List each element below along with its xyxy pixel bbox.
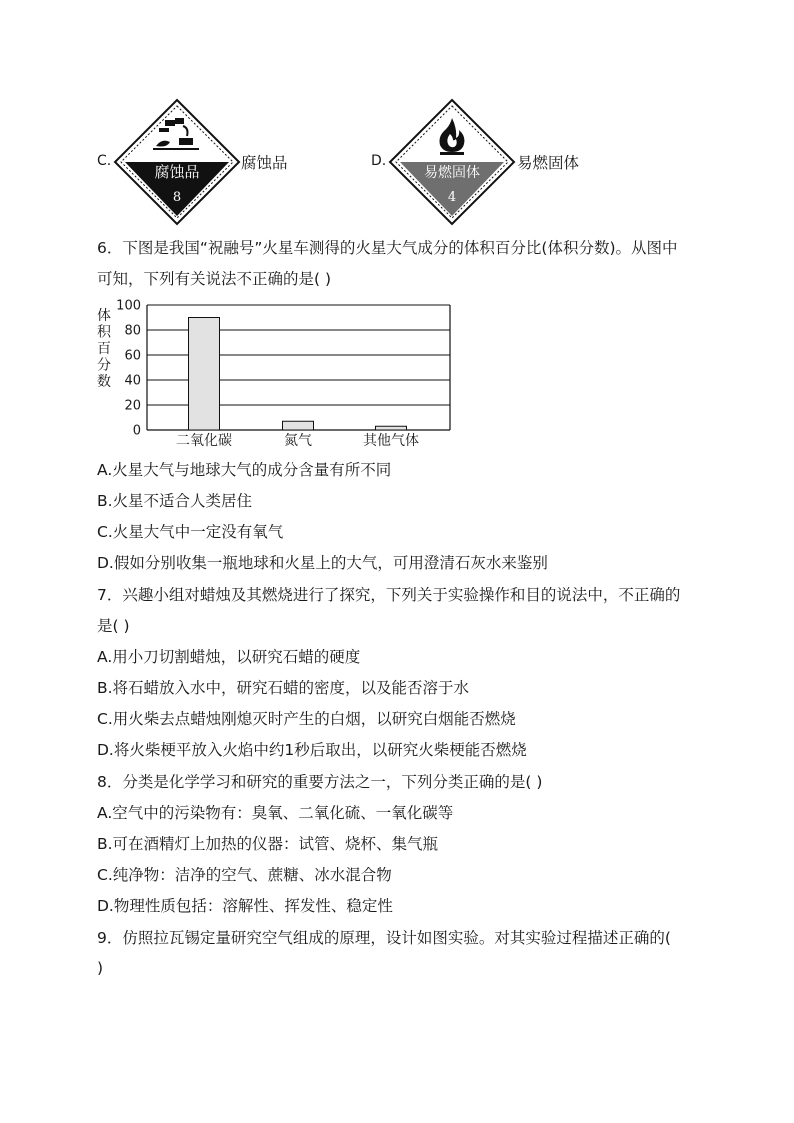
y-tick-label: 60 xyxy=(124,348,141,364)
q9-stem-line1: 9．仿照拉瓦锡定量研究空气组成的原理，设计如图实验。对其实验过程描述正确的( xyxy=(97,929,671,947)
q8-option-c: C.纯净物：洁净的空气、蔗糖、冰水混合物 xyxy=(97,866,392,884)
bar xyxy=(376,426,407,430)
q8-option-a: A.空气中的污染物有：臭氧、二氧化硫、一氧化碳等 xyxy=(97,804,454,822)
y-tick-label: 100 xyxy=(116,298,141,314)
q6-option-c: C.火星大气中一定没有氧气 xyxy=(97,523,284,541)
q7-option-c: C.用火柴去点蜡烛刚熄灭时产生的白烟，以研究白烟能否燃烧 xyxy=(97,710,516,728)
x-category-label: 氮气 xyxy=(284,433,312,449)
x-category-label: 二氧化碳 xyxy=(176,433,232,449)
y-tick-label: 80 xyxy=(124,323,141,339)
q9-stem-line2: ) xyxy=(97,959,104,977)
sign-number: 4 xyxy=(447,190,457,205)
q7-option-d: D.将火柴梗平放入火焰中约1秒后取出，以研究火柴梗能否燃烧 xyxy=(97,741,527,759)
q6-stem-line1: 6．下图是我国“祝融号”火星车测得的火星大气成分的体积百分比(体积分数)。从图中 xyxy=(97,239,678,257)
option-letter-d: D. xyxy=(371,153,387,169)
flammable-solid-sign xyxy=(388,98,516,226)
bar xyxy=(189,318,220,431)
bar-chart xyxy=(92,298,462,450)
q8-option-d: D.物理性质包括：溶解性、挥发性、稳定性 xyxy=(97,897,393,915)
x-category-label: 其他气体 xyxy=(363,433,419,449)
sign-inner-label: 易燃固体 xyxy=(424,165,480,181)
corrosive-sign xyxy=(113,98,241,226)
q6-option-d: D.假如分别收集一瓶地球和火星上的大气，可用澄清石灰水来鉴别 xyxy=(97,554,548,572)
y-axis-label-char: 分 xyxy=(97,357,111,374)
q7-stem-line1: 7．兴趣小组对蜡烛及其燃烧进行了探究，下列关于实验操作和目的说法中，不正确的 xyxy=(97,586,681,604)
q7-option-b: B.将石蜡放入水中，研究石蜡的密度，以及能否溶于水 xyxy=(97,679,470,697)
sign-inner-label: 腐蚀品 xyxy=(154,163,200,181)
option-letter-c: C. xyxy=(97,153,112,169)
bar xyxy=(283,421,314,430)
q8-stem: 8．分类是化学学习和研究的重要方法之一，下列分类正确的是( ) xyxy=(97,773,543,791)
y-axis-label-char: 百 xyxy=(97,341,111,357)
q6-option-a: A.火星大气与地球大气的成分含量有所不同 xyxy=(97,461,392,479)
y-axis-label-char: 积 xyxy=(97,324,111,341)
y-axis-label-char: 体 xyxy=(97,308,111,324)
sign-caption: 易燃固体 xyxy=(517,154,580,172)
y-tick-label: 0 xyxy=(132,423,141,439)
y-tick-label: 40 xyxy=(124,373,141,389)
y-tick-label: 20 xyxy=(124,398,141,414)
sign-number: 8 xyxy=(172,190,182,205)
sign-caption: 腐蚀品 xyxy=(241,154,288,172)
q7-stem-line2: 是( ) xyxy=(97,617,130,635)
y-axis-label-char: 数 xyxy=(97,374,111,390)
q6-stem-line2: 可知，下列有关说法不正确的是( ) xyxy=(97,270,332,288)
q6-option-b: B.火星不适合人类居住 xyxy=(97,492,253,510)
q7-option-a: A.用小刀切割蜡烛，以研究石蜡的硬度 xyxy=(97,648,361,666)
q8-option-b: B.可在酒精灯上加热的仪器：试管、烧杯、集气瓶 xyxy=(97,835,439,853)
